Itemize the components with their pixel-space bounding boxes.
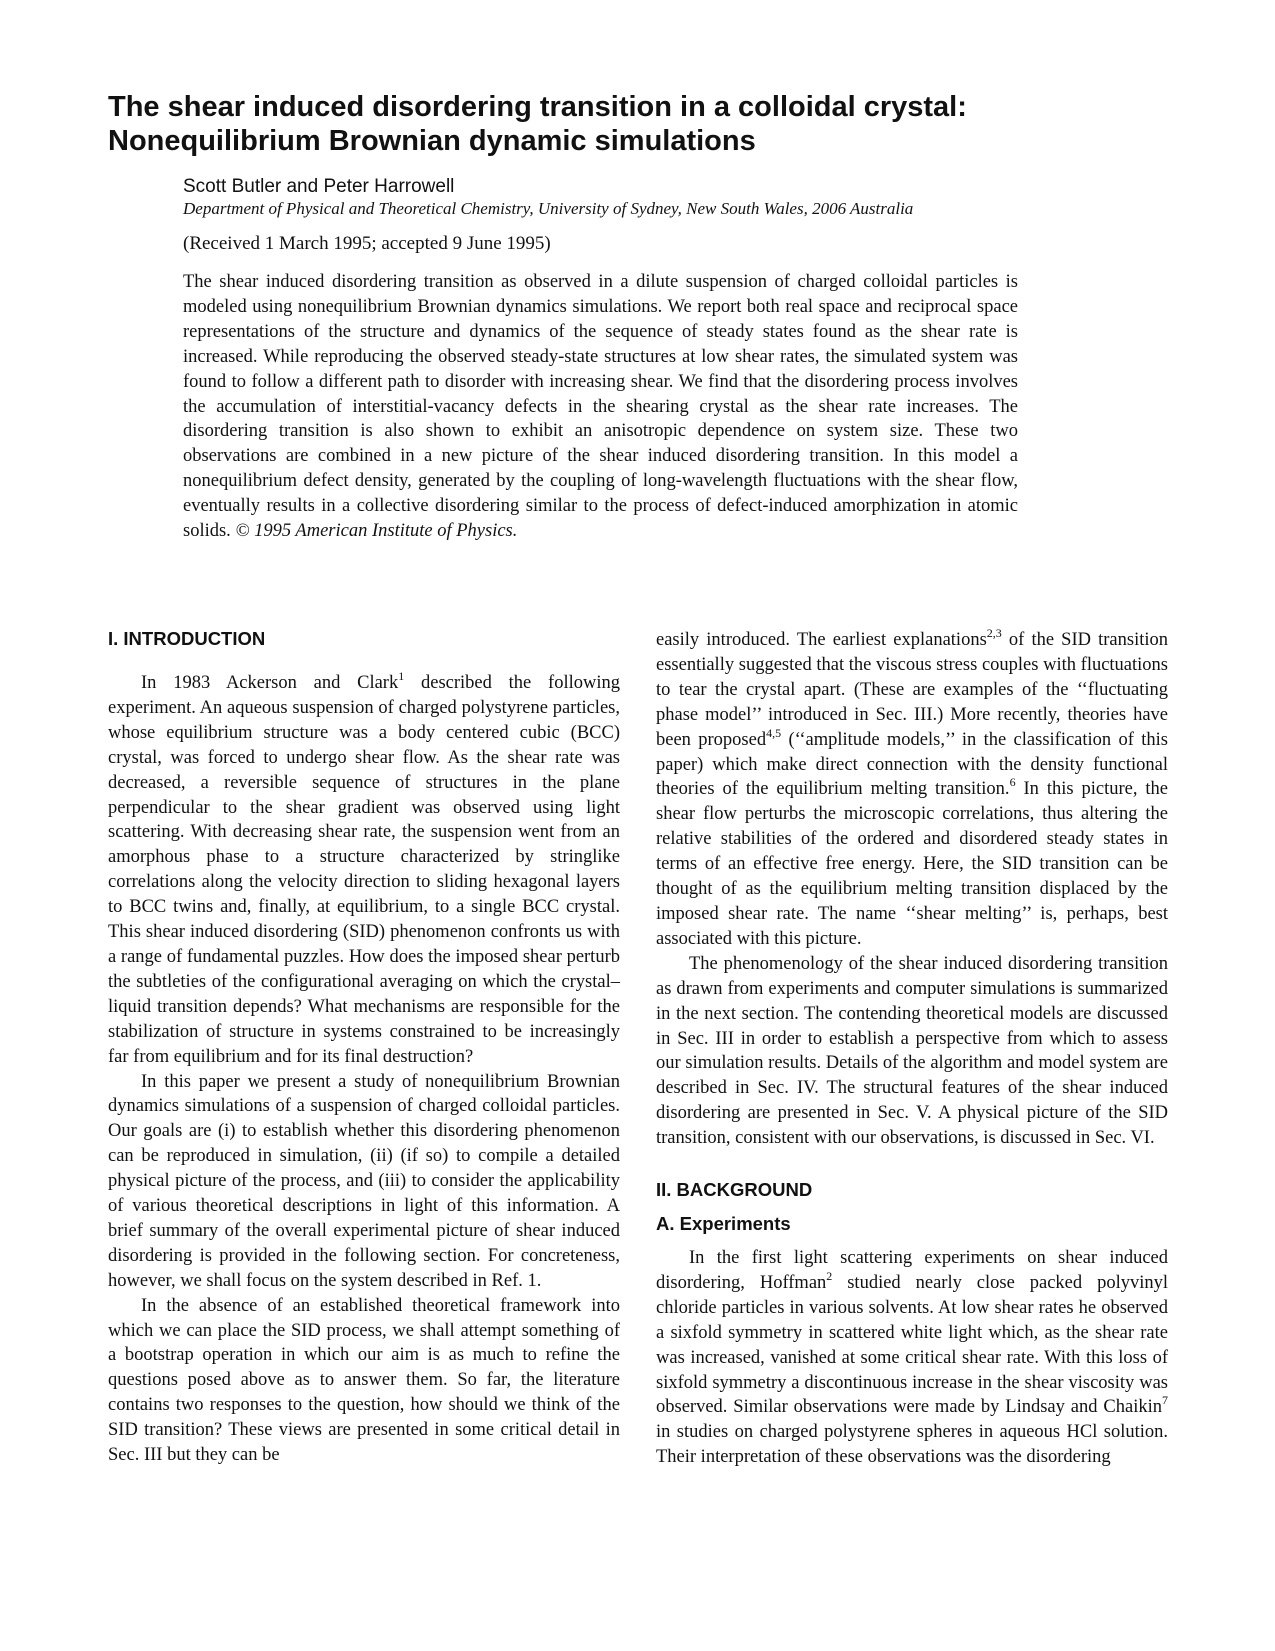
citation-ref: 2 bbox=[826, 1268, 833, 1283]
intro-paragraph-4 bbox=[656, 628, 1168, 952]
right-column bbox=[656, 628, 1168, 1470]
intro-p1-text-a: In 1983 Ackerson and Clark bbox=[141, 673, 399, 693]
intro-p4-text-b: of the SID transition essentially suggested that the viscous stress couples with fluctuations to tear the crystal apart. (These are examples of the ‘‘fluctuating phase model’’ introduced in Sec. III.) More recently, theories have been proposed bbox=[656, 630, 1168, 750]
title-line-2: Nonequilibrium Brownian dynamic simulations bbox=[108, 125, 756, 157]
background-p1-text-b: studied nearly close packed polyvinyl chloride particles in various solvents. At low shear rates he observed a sixfold symmetry in scattered white light which, as the shear rate was increased, vanished at some critical shear rate. With this loss of sixfold symmetry a discontinuous increase in the shear viscosity was observed. Similar observations were made by Lindsay and Chaikin bbox=[656, 1272, 1168, 1418]
left-column bbox=[108, 628, 620, 1468]
citation-ref: 7 bbox=[1162, 1393, 1168, 1408]
background-p1-text-a: In the first light scattering experiments on shear induced disordering, Hoffman bbox=[656, 1248, 1168, 1293]
subsection-heading-experiments: A. Experiments bbox=[656, 1213, 791, 1235]
citation-ref: 1 bbox=[398, 669, 405, 683]
received-date: (Received 1 March 1995; accepted 9 June 1995) bbox=[183, 233, 551, 254]
paper-title bbox=[108, 90, 1168, 158]
background-paragraph-1 bbox=[656, 1246, 1168, 1470]
intro-p4-text-c: (‘‘amplitude models,’’ in the classification of this paper) which make direct connection with the density functional theories of the equilibrium melting transition. bbox=[656, 729, 1168, 800]
intro-p4-text-a: easily introduced. The earliest explanations bbox=[656, 630, 987, 650]
intro-p4-text-d: In this picture, the shear flow perturbs the microscopic correlations, thus altering the relative stabilities of the ordered and disordered steady states in terms of an effective free energy. Here, the SID transition can be thought of as the equilibrium melting transition displaced by the imposed shear rate. The name ‘‘shear melting’’ is, perhaps, best associated with this picture. bbox=[656, 779, 1168, 949]
section-heading-introduction: I. INTRODUCTION bbox=[108, 628, 266, 649]
citation-ref: 6 bbox=[1009, 775, 1016, 790]
citation-ref: 4,5 bbox=[766, 725, 782, 740]
intro-p1-text-b: described the following experiment. An aqueous suspension of charged polystyrene particles, whose equilibrium structure was a body centered cubic (BCC) crystal, was forced to undergo shear flow. As the shear rate was decreased, a reversible sequence of structures in the plane perpendicular to the shear gradient was observed using light scattering. With decreasing shear rate, the suspension went from an amorphous phase to a structure characterized by stringlike correlations along the velocity direction to sliding hexagonal layers to BCC twins and, finally, at equilibrium, to a single BCC crystal. This shear induced disordering (SID) phenomenon confronts us with a range of fundamental puzzles. How does the imposed shear perturb the subtleties of the configurational averaging on which the crystal–liquid transition depends? What mechanisms are responsible for the stabilization of structure in systems constrained to be increasingly far from equilibrium and for its final destruction? bbox=[108, 673, 620, 1067]
section-heading-background: II. BACKGROUND bbox=[656, 1179, 813, 1201]
authors: Scott Butler and Peter Harrowell bbox=[183, 176, 455, 197]
abstract-copyright: © 1995 American Institute of Physics. bbox=[235, 521, 518, 542]
title-line-1: The shear induced disordering transition in a colloidal crystal: bbox=[108, 91, 967, 123]
intro-paragraph-2: In this paper we present a study of nonequilibrium Brownian dynamics simulations of a suspension of charged colloidal particles. Our goals are (i) to establish whether this disordering phenomenon can be reproduced in simulation, (ii) (if so) to compile a detailed physical picture of the process, and (iii) to consider the applicability of various theoretical descriptions in light of this information. A brief summary of the overall experimental picture of shear induced disordering is provided in the following section. For concreteness, however, we shall focus on the system described in Ref. 1. bbox=[108, 1071, 620, 1291]
affiliation: Department of Physical and Theoretical Chemistry, University of Sydney, New South Wales, 2006 Australia bbox=[183, 199, 914, 218]
background-p1-text-c: in studies on charged polystyrene spheres in aqueous HCl solution. Their interpretation of these observations was the disordering bbox=[656, 1422, 1168, 1468]
abstract bbox=[183, 270, 1018, 544]
intro-paragraph-1 bbox=[108, 671, 620, 1070]
intro-paragraph-5: The phenomenology of the shear induced disordering transition as drawn from experiments and computer simulations is summarized in the next section. The contending theoretical models are discussed in Sec. III in order to establish a perspective from which to assess our simulation results. Details of the algorithm and model system are described in Sec. IV. The structural features of the shear induced disordering are presented in Sec. V. A physical picture of the SID transition, consistent with our observations, is discussed in Sec. VI. bbox=[656, 953, 1168, 1149]
intro-paragraph-3: In the absence of an established theoretical framework into which we can place the SID process, we shall attempt something of a bootstrap operation in which our aim is as much to refine the questions posed above as to answer them. So far, the literature contains two responses to the question, how should we think of the SID transition? These views are presented in some critical detail in Sec. III but they can be bbox=[108, 1295, 620, 1466]
citation-ref: 2,3 bbox=[986, 626, 1002, 640]
abstract-text: The shear induced disordering transition as observed in a dilute suspension of charged colloidal particles is modeled using nonequilibrium Brownian dynamics simulations. We report both real space and reciprocal space representations of the structure and dynamics of the sequence of steady states found as the shear rate is increased. While reproducing the observed steady-state structures at low shear rates, the simulated system was found to follow a different path to disorder with increasing shear. We find that the disordering process involves the accumulation of interstitial-vacancy defects in the shearing crystal as the shear rate increases. The disordering transition is also shown to exhibit an anisotropic dependence on system size. These two observations are combined in a new picture of the shear induced disordering transition. In this model a nonequilibrium defect density, generated by the coupling of long-wavelength fluctuations with the shear flow, eventually results in a collective disordering similar to the process of defect-induced amorphization in atomic solids. bbox=[183, 272, 1018, 542]
